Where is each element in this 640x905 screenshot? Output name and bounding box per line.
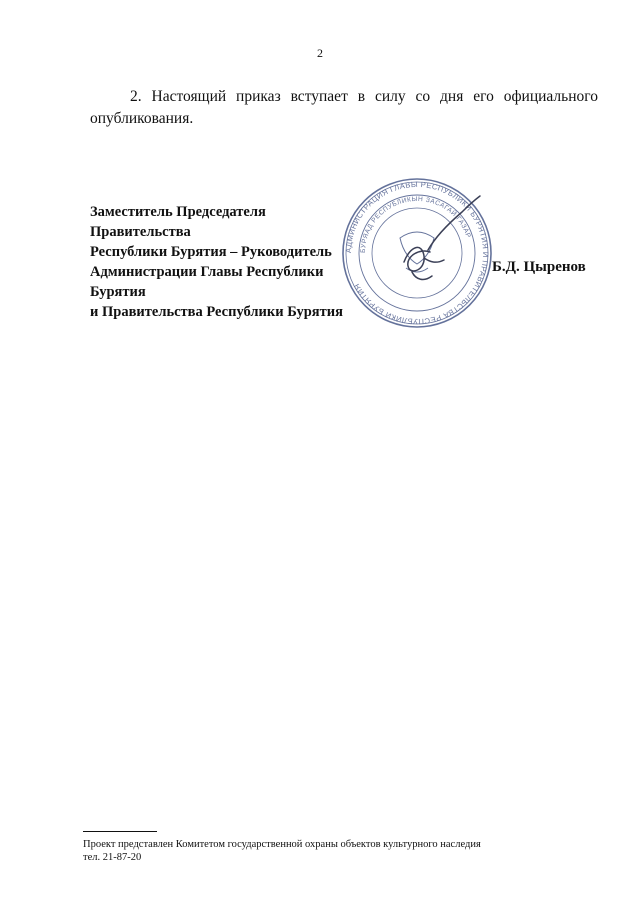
svg-text:БУРЯАД РЕСПУБЛИКЫН ЗАСАГАЙ ГАЗ [360, 196, 472, 253]
signatory-title [90, 202, 370, 322]
page-number: 2 [317, 46, 323, 60]
footer-rule [83, 831, 157, 832]
footer-phone-line: тел. 21-87-20 [83, 852, 142, 863]
signer-name: Б.Д. Цыренов [492, 259, 586, 275]
order-paragraph [90, 86, 598, 130]
signatory-title-line: Администрации Главы Республики Бурятия [90, 264, 324, 300]
footer-project-line: Проект представлен Комитетом государственной охраны объектов культурного наследия [83, 839, 481, 850]
signatory-title-line: Заместитель Председателя Правительства [90, 204, 266, 240]
official-seal-stamp [340, 176, 494, 330]
signatory-title-line: Республики Бурятия – Руководитель [90, 244, 332, 260]
seal-outer-text: АДМИНИСТРАЦИЯ ГЛАВЫ РЕСПУБЛИКИ БУРЯТИЯ И ПРАВИТЕЛЬСТВА РЕСПУБЛИКИ БУРЯТИЯ [343, 179, 491, 327]
paragraph-line-1: 2. Настоящий приказ вступает в силу со дня его официального [130, 88, 598, 105]
paragraph-line-2: опубликования. [90, 110, 194, 127]
signatory-title-line: и Правительства Республики Бурятия [90, 304, 343, 320]
footer-note [83, 838, 563, 864]
seal-inner-text: БУРЯАД РЕСПУБЛИКЫН ЗАСАГАЙ ГАЗАР [359, 195, 472, 254]
